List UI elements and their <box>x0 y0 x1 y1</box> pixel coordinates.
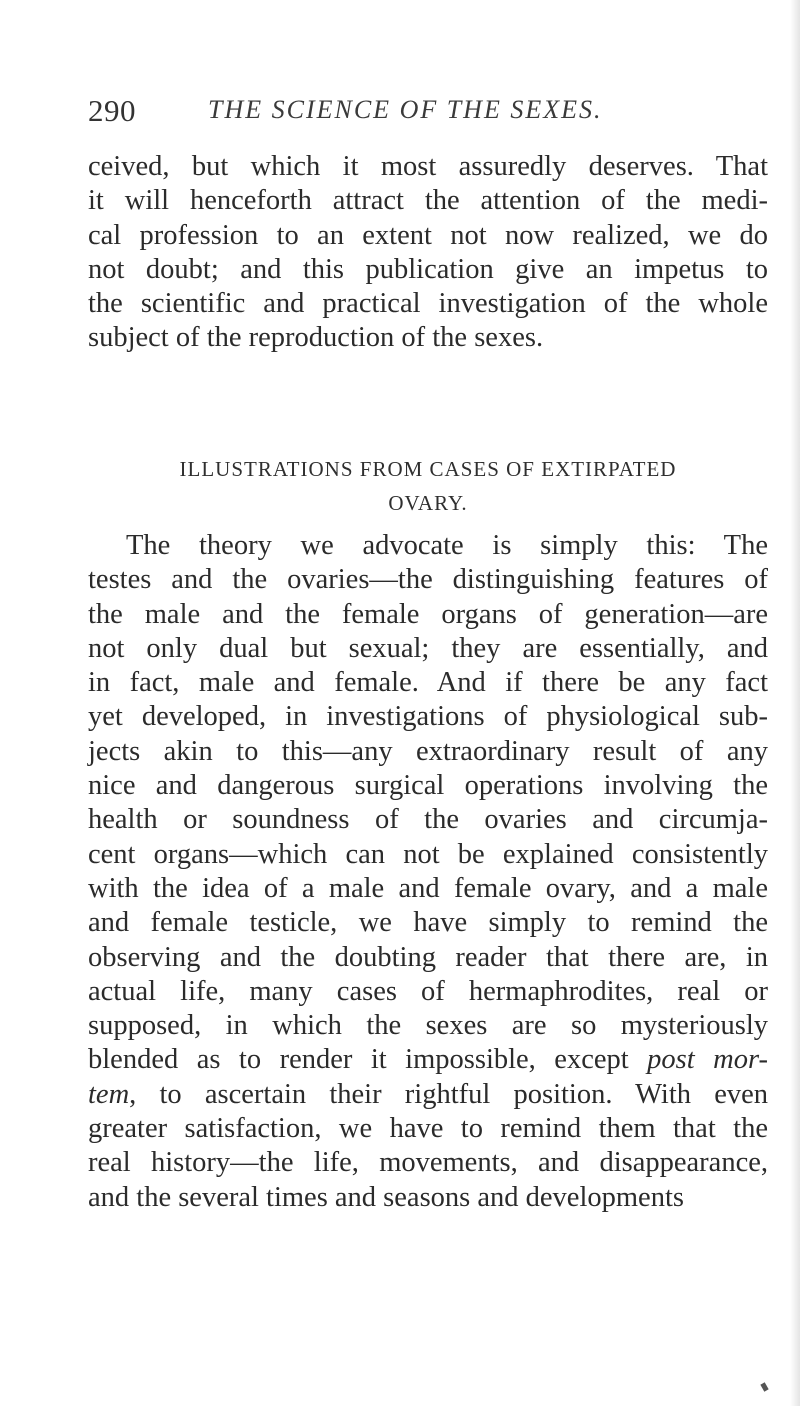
text-line: testes and the ovaries—the distinguishing features of <box>88 564 768 596</box>
text-line: not doubt; and this publication give an impetus to <box>88 253 768 285</box>
text-line: supposed, in which the sexes are so mysteriously <box>88 1010 768 1042</box>
text-line: actual life, many cases of hermaphrodites, real or <box>88 975 768 1007</box>
text-segment: blended as to render it impossible, except <box>88 1044 648 1076</box>
text-line: subject of the reproduction of the sexes. <box>88 322 544 354</box>
text-line: observing and the doubting reader that there are, in <box>88 941 768 973</box>
text-line: and the several times and seasons and developments <box>88 1181 684 1213</box>
text-line-with-italic <box>88 1078 768 1112</box>
text-line: jects akin to this—any extraordinary result of any <box>88 735 768 767</box>
text-line: ceived, but which it most assuredly deserves. That <box>88 151 768 182</box>
page-edge-shadow <box>790 0 800 1406</box>
text-segment: , to ascertain their rightful position. With even <box>129 1078 768 1110</box>
text-line: with the idea of a male and female ovary, and a male <box>88 872 768 904</box>
italic-post-mortem-end: tem <box>88 1078 130 1110</box>
section-heading-line-2: OVARY. <box>388 491 468 515</box>
page-number: 290 <box>88 93 136 128</box>
running-title: THE SCIENCE OF THE SEXES. <box>208 95 603 124</box>
text-line: cent organs—which can not be explained consistently <box>88 838 768 870</box>
text-line: the scientific and practical investigation of the whole <box>88 288 768 320</box>
italic-post-mortem-start: post mor- <box>647 1044 768 1076</box>
text-line: nice and dangerous surgical operations involving the <box>88 770 768 802</box>
section-heading <box>88 452 768 520</box>
text-line: health or soundness of the ovaries and circumja- <box>88 804 768 836</box>
scan-mark <box>760 1382 768 1391</box>
text-line: not only dual but sexual; they are essentially, and <box>88 632 768 664</box>
paragraph-theory <box>88 529 768 1215</box>
text-line: and female testicle, we have simply to remind the <box>88 907 768 939</box>
text-line: real history—the life, movements, and disappearance, <box>88 1147 768 1179</box>
paragraph-continued <box>88 150 768 356</box>
text-line: greater satisfaction, we have to remind them that the <box>88 1113 768 1145</box>
section-heading-line-1: ILLUSTRATIONS FROM CASES OF EXTIRPATED <box>179 457 677 481</box>
text-line: it will henceforth attract the attention of the medi- <box>88 185 768 217</box>
text-line: yet developed, in investigations of physiological sub- <box>88 701 768 733</box>
text-line-with-italic <box>88 1043 768 1077</box>
page-header <box>88 93 768 133</box>
text-line: in fact, male and female. And if there be any fact <box>88 667 768 699</box>
text-line: cal profession to an extent not now realized, we do <box>88 219 768 251</box>
text-line: The theory we advocate is simply this: The <box>126 530 768 561</box>
text-line: the male and the female organs of generation—are <box>88 598 768 630</box>
